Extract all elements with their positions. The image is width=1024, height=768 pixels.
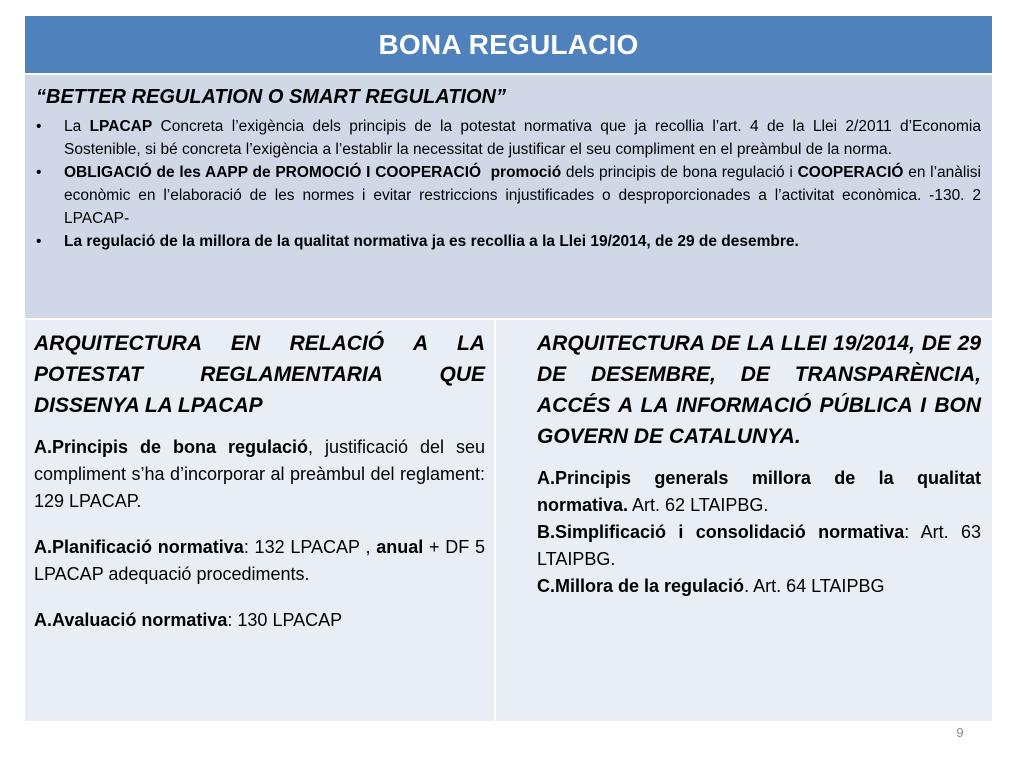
bullet-icon: • bbox=[36, 118, 42, 135]
right-paragraph-principis bbox=[537, 465, 981, 519]
paragraph-text: + DF 5 LPACAP adequació procediments. bbox=[34, 537, 485, 584]
intro-section bbox=[25, 75, 992, 318]
slide-title: BONA REGULACIO bbox=[25, 16, 992, 73]
paragraph-text: : Art. 63 LTAIPBG. bbox=[537, 522, 981, 569]
bullet-text: dels principis de bona regulació i bbox=[561, 164, 798, 181]
paragraph-bold: B.Simplificació i consolidació normativa bbox=[537, 522, 905, 542]
left-paragraph-planificacio bbox=[34, 534, 485, 588]
slide-table bbox=[25, 16, 992, 721]
left-column bbox=[25, 320, 494, 721]
page-number: 9 bbox=[956, 725, 964, 740]
paragraph-bold: A.Principis de bona regulació bbox=[34, 437, 308, 457]
right-column bbox=[496, 320, 992, 721]
bullet-text: La bbox=[64, 118, 90, 135]
paragraph-text: : 130 LPACAP bbox=[227, 610, 343, 630]
bullet-item-llei-19-2014 bbox=[36, 230, 981, 253]
bullet-text: en l’anàlisi econòmic en l’elaboració de les normes i evitar restriccions injustificades o desproporcionades a l’activitat econòmica. -130. 2 LPACAP- bbox=[64, 164, 982, 227]
bullet-icon: • bbox=[36, 233, 42, 250]
intro-title: “BETTER REGULATION O SMART REGULATION” bbox=[36, 86, 506, 108]
paragraph-bold: A.Principis generals millora de la qualitat normativa. bbox=[537, 468, 981, 515]
right-column-heading: ARQUITECTURA DE LA LLEI 19/2014, DE 29 DE DESEMBRE, DE TRANSPARÈNCIA, ACCÉS A LA INFORMACIÓ PÚBLICA I BON GOVERN DE CATALUNYA. bbox=[537, 332, 981, 448]
paragraph-bold: A.Avaluació normativa bbox=[34, 610, 228, 630]
bullet-item-lpacap bbox=[36, 115, 981, 161]
bullet-text: Concreta l’exigència dels principis de la potestat normativa que ja recollia l’art. 4 de la Llei 2/2011 d’Economia Sostenible, si bé concreta l’exigència a l’establir la necessitat de justificar el seu compliment en el preàmbul de la norma. bbox=[64, 118, 981, 158]
left-paragraph-avaluacio bbox=[34, 607, 485, 634]
left-paragraph-principis bbox=[34, 434, 485, 515]
bullet-text-bold: La regulació de la millora de la qualitat normativa ja es recollia a la Llei 19/2014, de 29 de desembre. bbox=[64, 233, 799, 250]
right-paragraph-millora bbox=[537, 573, 981, 600]
paragraph-text: . Art. 64 LTAIPBG bbox=[744, 576, 885, 596]
paragraph-text: : 132 LPACAP , bbox=[243, 537, 377, 557]
bullet-text-bold: LPACAP bbox=[89, 118, 153, 135]
paragraph-text: Art. 62 LTAIPBG. bbox=[628, 495, 769, 515]
left-column-heading: ARQUITECTURA EN RELACIÓ A LA POTESTAT REGLAMENTARIA QUE DISSENYA LA LPACAP bbox=[34, 332, 485, 417]
bullet-icon: • bbox=[36, 164, 42, 181]
paragraph-bold: C.Millora de la regulació bbox=[537, 576, 745, 596]
bullet-text-bold: COOPERACIÓ bbox=[797, 164, 904, 181]
paragraph-bold: anual bbox=[376, 537, 424, 557]
paragraph-text: , justificació del seu compliment s’ha d’incorporar al preàmbul del reglament: 129 LPACAP. bbox=[34, 437, 485, 511]
intro-bullet-list bbox=[36, 115, 981, 253]
bullet-text-bold: promoció bbox=[490, 164, 562, 181]
bullet-item-obligacio bbox=[36, 161, 981, 230]
right-paragraph-simplificacio bbox=[537, 519, 981, 573]
paragraph-bold: A.Planificació normativa bbox=[34, 537, 244, 557]
bullet-text-bold: OBLIGACIÓ de les AAPP de PROMOCIÓ I COOPERACIÓ bbox=[64, 164, 482, 181]
bullet-spacer bbox=[481, 164, 490, 181]
